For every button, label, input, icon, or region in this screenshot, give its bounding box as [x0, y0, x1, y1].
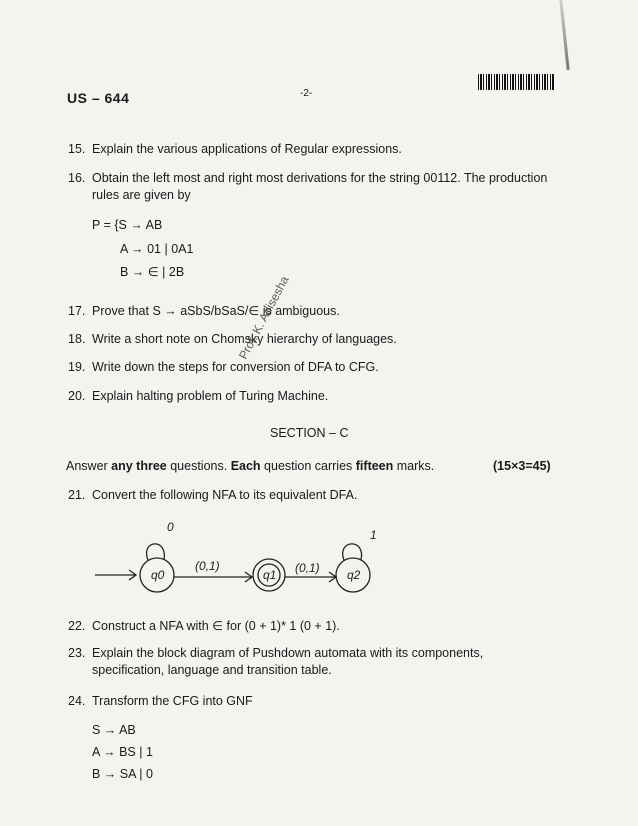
- instruction-text: questions.: [166, 459, 231, 473]
- question-23: [68, 645, 483, 679]
- question-text: Prove that S → aSbS/bSaS/∈ is ambiguous.: [92, 304, 340, 318]
- question-number: 19.: [68, 360, 86, 374]
- section-heading: SECTION – C: [270, 426, 349, 440]
- question-21: [68, 487, 357, 504]
- instruction-emphasis: Each: [230, 459, 261, 473]
- question-19: [68, 359, 379, 376]
- question-number: 23.: [68, 646, 86, 660]
- instruction-emphasis: any three: [111, 459, 167, 473]
- state-label-q0: q0: [151, 568, 165, 582]
- production-rule: P = {S → AB: [92, 218, 163, 232]
- question-text: Explain the block diagram of Pushdown automata with its components,: [92, 646, 484, 660]
- question-text-continued: specification, language and transition table.: [92, 663, 332, 677]
- state-label-q1: q1: [263, 568, 277, 582]
- paper-code: US – 644: [67, 90, 130, 106]
- question-text: Explain the various applications of Regular expressions.: [92, 142, 402, 156]
- question-number: 15.: [68, 142, 86, 156]
- state-label-q2: q2: [347, 568, 361, 582]
- production-rule: A → 01 | 0A1: [120, 242, 194, 256]
- question-16: [68, 170, 547, 204]
- marks-allocation: (15×3=45): [493, 459, 551, 473]
- barcode: [478, 74, 554, 90]
- question-15: [68, 141, 402, 158]
- page-number: -2-: [300, 88, 313, 99]
- instruction-text: marks.: [393, 459, 435, 473]
- grammar-rule: A → BS | 1: [92, 745, 153, 759]
- question-text: Write down the steps for conversion of DFA to CFG.: [92, 360, 379, 374]
- question-text: Convert the following NFA to its equivalent DFA.: [92, 488, 358, 502]
- question-number: 16.: [68, 171, 86, 185]
- question-text: Obtain the left most and right most derivations for the string 00112. The production: [92, 171, 548, 185]
- question-text: Write a short note on Chomsky hierarchy of languages.: [92, 332, 397, 346]
- question-text-continued: rules are given by: [92, 188, 191, 202]
- question-20: [68, 388, 328, 405]
- production-rule: B → ∈ | 2B: [120, 265, 185, 279]
- instruction-text: Answer: [66, 459, 112, 473]
- question-24: [68, 693, 253, 710]
- question-18: [68, 331, 397, 348]
- question-number: 18.: [68, 332, 86, 346]
- question-text: Construct a NFA with ∈ for (0 + 1)* 1 (0 + 1).: [92, 619, 340, 633]
- question-text: Explain halting problem of Turing Machine.: [92, 389, 329, 403]
- question-number: 22.: [68, 619, 86, 633]
- question-number: 21.: [68, 488, 86, 502]
- instruction-text: question carries: [260, 459, 356, 473]
- paper-edge-shadow: [559, 0, 569, 70]
- loop-label-q0: 0: [167, 520, 174, 534]
- question-17: [68, 303, 340, 320]
- question-number: 20.: [68, 389, 86, 403]
- nfa-diagram: [90, 515, 390, 605]
- grammar-rule: S → AB: [92, 723, 136, 737]
- question-22: [68, 618, 340, 635]
- grammar-rule: B → SA | 0: [92, 767, 153, 781]
- question-number: 17.: [68, 304, 86, 318]
- edge-label-q1-q2: (0,1): [295, 561, 320, 575]
- section-instruction: [66, 459, 434, 473]
- question-text: Transform the CFG into GNF: [92, 694, 253, 708]
- question-number: 24.: [68, 694, 86, 708]
- loop-label-q2: 1: [370, 528, 377, 542]
- instruction-emphasis: fifteen: [355, 459, 394, 473]
- edge-label-q0-q1: (0,1): [195, 559, 220, 573]
- watermark: Prof. K. Adisesha: [236, 273, 292, 362]
